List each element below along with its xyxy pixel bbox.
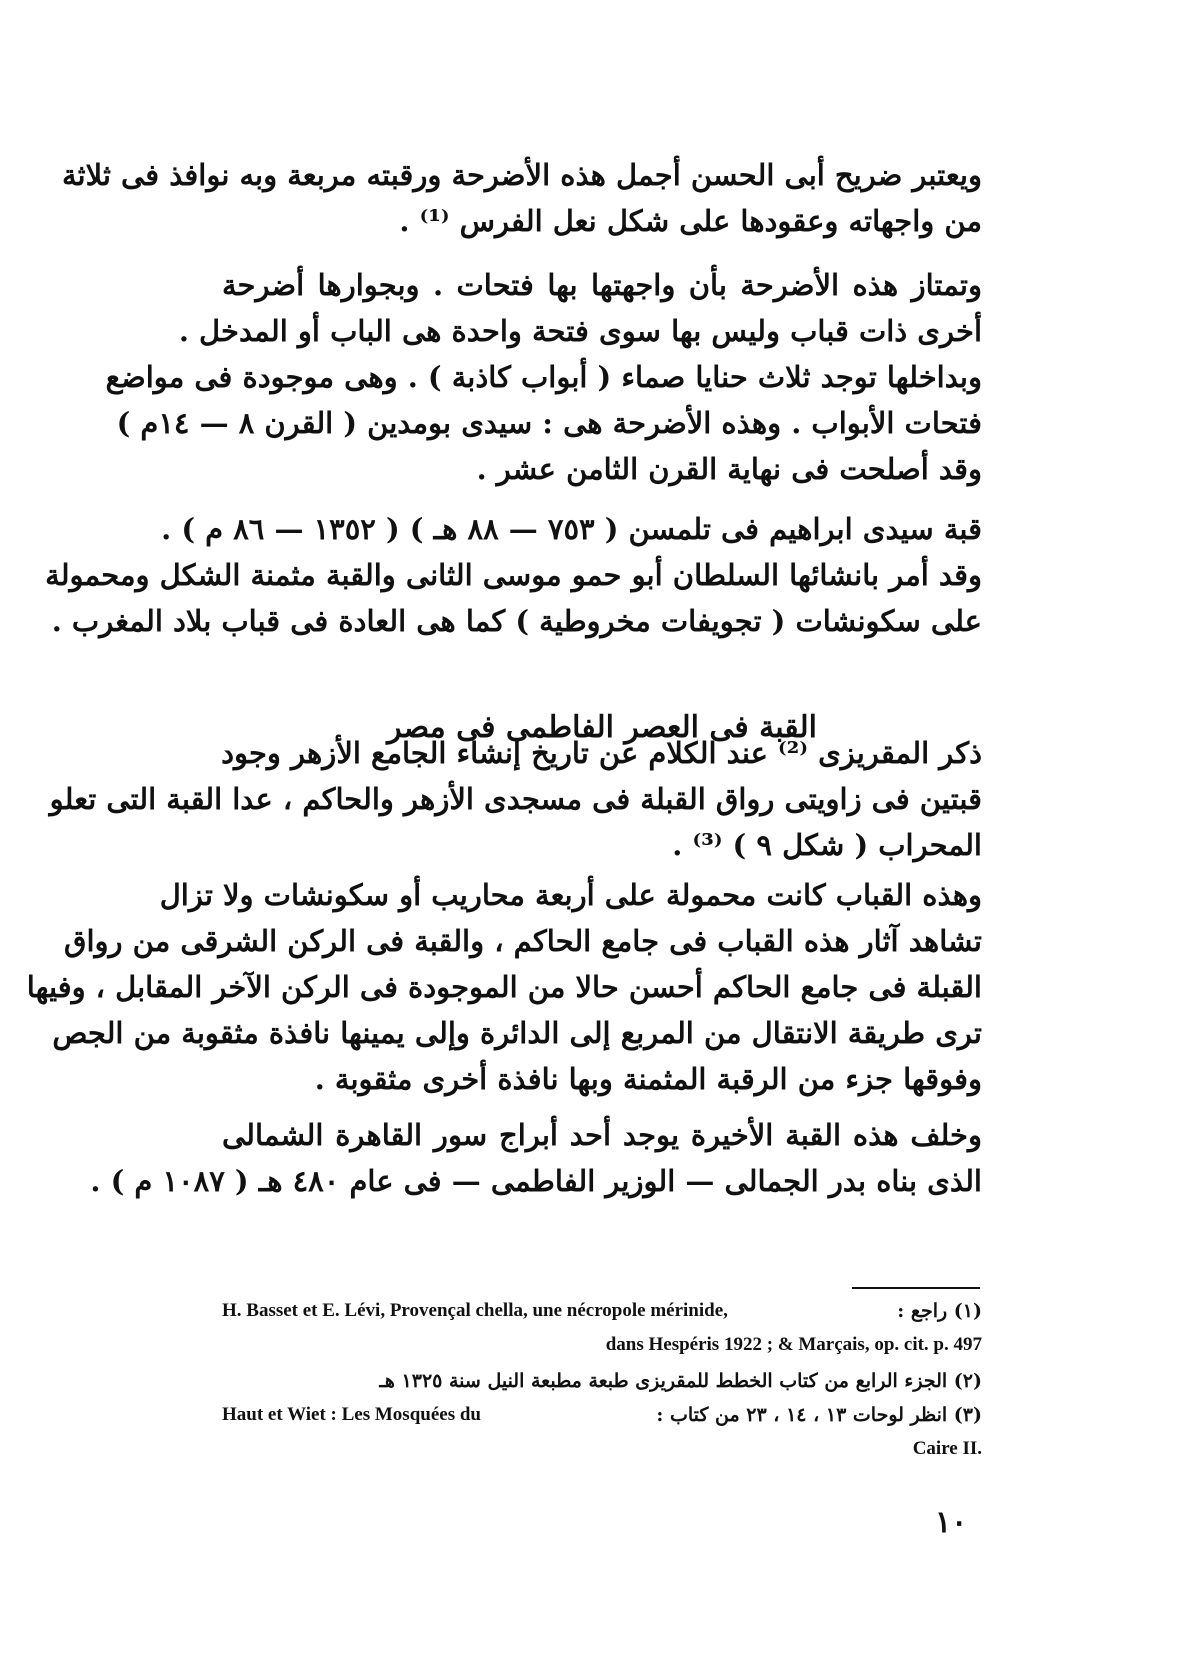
paragraph-4 [49, 730, 982, 868]
footnote-3-marker: (٣) انظر لوحات ١٣ ، ١٤ ، ٢٣ من كتاب : [656, 1404, 982, 1426]
footnote-3-citation: Haut et Wiet : Les Mosquées du [222, 1404, 481, 1425]
footnote-1-citation: H. Basset et E. Lévi, Provençal chella, une nécropole mérinide, [222, 1300, 728, 1321]
text-line: وقد أمر بانشائها السلطان أبو حمو موسى الثانى والقبة مثمنة الشكل ومحمولة [45, 558, 982, 592]
text-line: ذكر المقريزى ⁽²⁾ عند الكلام عن تاريخ إنشاء الجامع الأزهر وجود [221, 736, 982, 770]
page-number: ١٠ [935, 1505, 968, 1540]
text-line: وتمتاز هذه الأضرحة بأن واجهتها بها فتحات . وبجوارها أضرحة [222, 268, 982, 302]
footnote-1-marker: (١) راجع : [897, 1300, 982, 1322]
text-line: قبتين فى زاويتى رواق القبلة فى مسجدى الأزهر والحاكم ، عدا القبة التى تعلو [49, 782, 982, 816]
text-line: قبة سيدى ابراهيم فى تلمسن ( ٧٥٣ — ٨٨ هـ ) ( ١٣٥٢ — ٨٦ م ) . [161, 512, 982, 546]
footnote-separator [852, 1287, 980, 1289]
section-heading: القبة فى العصر الفاطمى فى مصر [387, 710, 817, 745]
text-line: وبداخلها توجد ثلاث حنايا صماء ( أبواب كاذبة ) . وهى موجودة فى مواضع [105, 360, 982, 394]
text-line: أخرى ذات قباب وليس بها سوى فتحة واحدة هى الباب أو المدخل . [178, 314, 982, 348]
text-line: القبلة فى جامع الحاكم أحسن حالا من الموجودة فى الركن الآخر المقابل ، وفيها [26, 970, 982, 1004]
text-line: وهذه القباب كانت محمولة على أربعة محاريب أو سكونشات ولا تزال [159, 878, 982, 912]
text-line: من واجهاته وعقودها على شكل نعل الفرس ⁽¹⁾ . [399, 204, 982, 238]
footnote-2 [222, 1364, 982, 1398]
text-line: فتحات الأبواب . وهذه الأضرحة هى : سيدى بومدين ( القرن ٨ — ١٤م ) [116, 406, 982, 440]
paragraph-2 [105, 262, 982, 492]
footnote-1 [222, 1294, 982, 1328]
text-line: وقد أصلحت فى نهاية القرن الثامن عشر . [476, 452, 982, 486]
text-line: الذى بناه بدر الجمالى — الوزير الفاطمى — فى عام ٤٨٠ هـ ( ١٠٨٧ م ) . [90, 1164, 982, 1198]
text-line: وخلف هذه القبة الأخيرة يوجد أحد أبراج سور القاهرة الشمالى [222, 1118, 982, 1152]
text-line: ترى طريقة الانتقال من المربع إلى الدائرة وإلى يمينها نافذة مثقوبة من الجص [52, 1016, 982, 1050]
paragraph-1 [61, 152, 982, 244]
footnote-3 [222, 1398, 982, 1432]
footnote-1-continued [222, 1328, 982, 1362]
footnote-2-text: (٢) الجزء الرابع من كتاب الخطط للمقريزى طبعة مطبعة النيل سنة ١٣٢٥ هـ [379, 1370, 982, 1392]
footnote-1-citation-cont: dans Hespéris 1922 ; & Marçais, op. cit. p. 497 [605, 1334, 982, 1355]
text-line: ويعتبر ضريح أبى الحسن أجمل هذه الأضرحة ورقبته مربعة وبه نوافذ فى ثلاثة [61, 158, 982, 192]
footnote-3-citation-cont: Caire II. [912, 1438, 982, 1459]
paragraph-3 [45, 506, 982, 644]
text-line: على سكونشات ( تجويفات مخروطية ) كما هى العادة فى قباب بلاد المغرب . [51, 604, 982, 638]
text-line: المحراب ( شكل ٩ ) ⁽³⁾ . [672, 828, 982, 862]
text-line: وفوقها جزء من الرقبة المثمنة وبها نافذة أخرى مثقوبة . [314, 1062, 982, 1096]
paragraph-6 [90, 1112, 982, 1204]
text-line: تشاهد آثار هذه القباب فى جامع الحاكم ، والقبة فى الركن الشرقى من رواق [63, 924, 982, 958]
footnote-3-continued [222, 1432, 982, 1466]
paragraph-5 [26, 872, 982, 1102]
